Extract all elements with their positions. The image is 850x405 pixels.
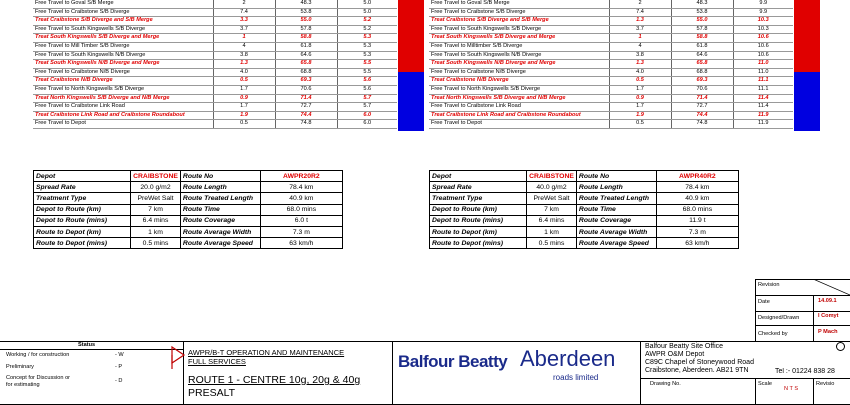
summary-label: Treatment Type xyxy=(34,193,131,204)
drawing-no-label: Drawing No. xyxy=(650,381,681,387)
route-row xyxy=(429,120,793,129)
revision2-label: Revisio xyxy=(816,381,835,387)
project-title-line1: AWPR/B-T OPERATION AND MAINTENANCE xyxy=(188,348,345,357)
route-row-description: Free Travel to Mill Timber S/B Diverge xyxy=(33,42,213,51)
route-row-value: 48.3 xyxy=(275,0,337,8)
status-working-code: - W xyxy=(115,352,124,358)
route-row xyxy=(429,103,793,112)
route-row-value: 1.3 xyxy=(609,17,671,26)
route-row-value: 74.8 xyxy=(671,120,733,129)
route-row-value: 5.3 xyxy=(337,42,397,51)
route-row-description: Free Travel to Depot xyxy=(33,120,213,129)
route-row-value: 10.3 xyxy=(733,17,793,26)
route-row-value: 70.6 xyxy=(275,85,337,94)
route-row-value: 4 xyxy=(609,42,671,51)
summary-value: 63 km/h xyxy=(656,238,738,249)
route-row-value: 1.7 xyxy=(213,103,275,112)
route-row-value: 74.8 xyxy=(275,120,337,129)
route-row-value: 57.8 xyxy=(275,25,337,34)
route-row-value: 4.0 xyxy=(609,68,671,77)
route-row-description: Treat North Kingswells S/B Diverge and N/B Merge xyxy=(33,94,213,103)
route-colour-band-red-left xyxy=(398,0,424,72)
route-no-label: Route No xyxy=(180,171,260,182)
depot-label: Depot xyxy=(34,171,131,182)
route-row-description: Free Travel to South Kingswells N/B Diverge xyxy=(429,51,609,60)
route-row-value: 69.3 xyxy=(671,77,733,86)
summary-value: PreWet Salt xyxy=(527,193,577,204)
route-colour-band-red-right xyxy=(794,0,820,72)
summary-label: Route Average Width xyxy=(576,226,656,237)
designed-label: Designed/Drawn xyxy=(758,315,800,321)
route-row-value: 68.8 xyxy=(275,68,337,77)
route-row-value: 5.0 xyxy=(337,0,397,8)
route-row-description: Free Travel to Depot xyxy=(429,120,609,129)
route-row xyxy=(429,51,793,60)
summary-value: 7.3 m xyxy=(656,226,738,237)
summary-value: 6.4 mins xyxy=(527,215,577,226)
route-row-value: 70.6 xyxy=(671,85,733,94)
route-row xyxy=(33,8,397,17)
route-table-right xyxy=(429,0,793,129)
route-no-label: Route No xyxy=(576,171,656,182)
route-row-value: 5.5 xyxy=(337,60,397,69)
summary-label: Route to Depot (km) xyxy=(34,226,131,237)
summary-value: 6.0 t xyxy=(260,215,342,226)
route-row-value: 11.0 xyxy=(733,68,793,77)
route-row-value: 3.7 xyxy=(609,25,671,34)
route-row-description: Free Travel to South Kingswells S/B Diverge xyxy=(33,25,213,34)
route-row-description: Treat Craibstone Link Road and Craibstone Roundabout xyxy=(429,111,609,120)
route-row-value: 5.0 xyxy=(337,8,397,17)
route-row-value: 3.3 xyxy=(213,17,275,26)
status-preliminary-label: Preliminary xyxy=(6,364,34,370)
route-row-value: 55.0 xyxy=(671,17,733,26)
route-row-description: Treat South Kingswells S/B Diverge and Merge xyxy=(429,34,609,43)
route-row-value: 61.8 xyxy=(671,42,733,51)
summary-value: 40.9 km xyxy=(656,193,738,204)
summary-row xyxy=(430,182,739,193)
route-row xyxy=(429,17,793,26)
summary-label: Route Length xyxy=(180,182,260,193)
route-row xyxy=(429,8,793,17)
route-row-value: 68.8 xyxy=(671,68,733,77)
status-concept-code: - D xyxy=(115,378,123,384)
route-row-description: Free Travel to Craibstone S/B Diverge xyxy=(429,8,609,17)
telephone: Tel :- 01224 838 28 xyxy=(775,368,835,375)
circle-icon xyxy=(836,342,845,351)
route-row-description: Free Travel to Craibstone Link Road xyxy=(33,103,213,112)
route-row-description: Treat Craibstone S/B Diverge and S/B Merge xyxy=(33,17,213,26)
route-row-value: 74.4 xyxy=(275,111,337,120)
route-row-value: 1 xyxy=(213,34,275,43)
route-row-value: 6.0 xyxy=(337,111,397,120)
route-row xyxy=(33,94,397,103)
route-row xyxy=(429,42,793,51)
route-row-value: 11.9 xyxy=(733,111,793,120)
route-row-value: 72.7 xyxy=(671,103,733,112)
route-row-description: Free Travel to Goval S/B Merge xyxy=(429,0,609,8)
route-row-value: 11.4 xyxy=(733,103,793,112)
summary-label: Spread Rate xyxy=(34,182,131,193)
route-row-value: 48.3 xyxy=(671,0,733,8)
route-row xyxy=(33,111,397,120)
depot-value: CRAIBSTONE xyxy=(131,171,181,182)
summary-row xyxy=(34,193,343,204)
date-label: Date xyxy=(758,299,770,305)
summary-label: Route Average Speed xyxy=(576,238,656,249)
route-row-value: 0.5 xyxy=(213,120,275,129)
summary-value: 78.4 km xyxy=(260,182,342,193)
route-row-description: Free Travel to South Kingswells N/B Diverge xyxy=(33,51,213,60)
route-row xyxy=(429,0,793,8)
route-row xyxy=(33,51,397,60)
checked-label: Checked by xyxy=(758,331,788,337)
route-row-value: 7.4 xyxy=(609,8,671,17)
route-row-value: 1.3 xyxy=(609,60,671,69)
revision-diagonal xyxy=(813,279,850,295)
scale-value: N T S xyxy=(784,386,799,392)
route-row-value: 7.4 xyxy=(213,8,275,17)
summary-value: 63 km/h xyxy=(260,238,342,249)
depot-label: Depot xyxy=(430,171,527,182)
route-row xyxy=(33,0,397,8)
route-row-value: 11.1 xyxy=(733,85,793,94)
route-row-value: 3.7 xyxy=(213,25,275,34)
route-row-value: 64.6 xyxy=(275,51,337,60)
route-row xyxy=(33,85,397,94)
route-row-value: 9.9 xyxy=(733,0,793,8)
route-row-value: 10.3 xyxy=(733,25,793,34)
route-row-value: 53.8 xyxy=(671,8,733,17)
route-table-left xyxy=(33,0,397,129)
route-row-value: 72.7 xyxy=(275,103,337,112)
route-row-value: 64.6 xyxy=(671,51,733,60)
designed-value: I Comyt xyxy=(818,313,839,319)
summary-label: Route Time xyxy=(576,204,656,215)
route-row-value: 5.2 xyxy=(337,17,397,26)
route-row-value: 1.7 xyxy=(213,85,275,94)
route-row-value: 69.3 xyxy=(275,77,337,86)
route-row-value: 4.0 xyxy=(213,68,275,77)
summary-label: Route Coverage xyxy=(576,215,656,226)
route-row-value: 71.4 xyxy=(275,94,337,103)
route-row-value: 5.6 xyxy=(337,85,397,94)
route-row-value: 11.4 xyxy=(733,94,793,103)
route-row-value: 2 xyxy=(213,0,275,8)
route-row-value: 0.5 xyxy=(609,120,671,129)
route-row xyxy=(33,17,397,26)
checked-value: P Mach xyxy=(818,329,838,335)
route-row-value: 11.0 xyxy=(733,60,793,69)
route-row-value: 65.8 xyxy=(275,60,337,69)
route-row xyxy=(429,111,793,120)
route-row-value: 57.8 xyxy=(671,25,733,34)
route-colour-band-blue-left xyxy=(398,72,424,131)
summary-label: Route Length xyxy=(576,182,656,193)
route-row-value: 6.0 xyxy=(337,120,397,129)
route-row-description: Free Travel to Craibstone N/B Diverge xyxy=(33,68,213,77)
summary-label: Depot to Route (km) xyxy=(34,204,131,215)
summary-value: 0.5 mins xyxy=(527,238,577,249)
route-row xyxy=(429,25,793,34)
summary-value: 11.9 t xyxy=(656,215,738,226)
route-row xyxy=(429,60,793,69)
route-row-description: Treat South Kingswells N/B Diverge and Merge xyxy=(33,60,213,69)
summary-value: 1 km xyxy=(527,226,577,237)
summary-row xyxy=(34,238,343,249)
route-row xyxy=(33,34,397,43)
route-row-description: Treat Craibstone S/B Diverge and S/B Merge xyxy=(429,17,609,26)
depot-value: CRAIBSTONE xyxy=(527,171,577,182)
route-row-value: 1.7 xyxy=(609,85,671,94)
status-working-label: Working / for construction xyxy=(6,352,70,358)
office-line3: Craibstone, Aberdeen. AB21 9TN xyxy=(645,367,749,374)
summary-label: Spread Rate xyxy=(430,182,527,193)
route-row-value: 71.4 xyxy=(671,94,733,103)
summary-label: Route to Depot (mins) xyxy=(34,238,131,249)
route-row-value: 10.6 xyxy=(733,42,793,51)
summary-label: Route to Depot (km) xyxy=(430,226,527,237)
summary-row xyxy=(430,193,739,204)
office-line1: AWPR O&M Depot xyxy=(645,351,705,358)
route-row-value: 0.9 xyxy=(213,94,275,103)
route-colour-band-blue-right xyxy=(794,72,820,131)
route-row-value: 11.9 xyxy=(733,120,793,129)
summary-label: Route Time xyxy=(180,204,260,215)
summary-value: PreWet Salt xyxy=(131,193,181,204)
summary-row xyxy=(34,204,343,215)
route-row-description: Free Travel to Milltimber S/B Diverge xyxy=(429,42,609,51)
route-row-description: Treat Craibstone N/B Diverge xyxy=(429,77,609,86)
route-row-value: 9.9 xyxy=(733,8,793,17)
route-row xyxy=(429,68,793,77)
route-row-value: 1.9 xyxy=(609,111,671,120)
office-title: Balfour Beatty Site Office xyxy=(645,343,724,350)
route-row-value: 1.7 xyxy=(609,103,671,112)
route-row-description: Free Travel to South Kingswells S/B Diverge xyxy=(429,25,609,34)
route-row-value: 58.8 xyxy=(275,34,337,43)
summary-label: Route Treated Length xyxy=(576,193,656,204)
summary-label: Route Average Speed xyxy=(180,238,260,249)
date-value: 14.09.1 xyxy=(818,298,837,304)
route-row xyxy=(429,34,793,43)
summary-row xyxy=(430,238,739,249)
route-row-value: 53.8 xyxy=(275,8,337,17)
route-summary-left xyxy=(33,170,343,249)
route-row xyxy=(33,25,397,34)
route-row-value: 55.0 xyxy=(275,17,337,26)
status-title: Status xyxy=(78,342,96,348)
summary-value: 0.5 mins xyxy=(131,238,181,249)
pointer-arrow-icon xyxy=(168,345,188,370)
route-row-value: 3.8 xyxy=(609,51,671,60)
route-title-2: PRESALT xyxy=(188,387,236,399)
summary-value: 40.0 g/m2 xyxy=(527,182,577,193)
summary-row xyxy=(34,226,343,237)
route-row-value: 1 xyxy=(609,34,671,43)
summary-value: 40.9 km xyxy=(260,193,342,204)
route-title: ROUTE 1 - CENTRE 10g, 20g & 40g xyxy=(188,374,361,386)
route-row-value: 0.5 xyxy=(213,77,275,86)
route-row-value: 10.6 xyxy=(733,34,793,43)
route-row-description: Treat South Kingswells N/B Diverge and Merge xyxy=(429,60,609,69)
route-row xyxy=(33,60,397,69)
summary-value: 1 km xyxy=(131,226,181,237)
route-row-value: 0.9 xyxy=(609,94,671,103)
status-concept-label: Concept for Discussion or for estimating xyxy=(6,375,71,388)
route-row xyxy=(429,94,793,103)
route-row-value: 3.8 xyxy=(213,51,275,60)
balfour-beatty-logo: Balfour Beatty xyxy=(398,352,508,371)
summary-row xyxy=(430,226,739,237)
aberdeen-roads-logo: Aberdeen xyxy=(520,346,616,371)
route-row-description: Treat Craibstone Link Road and Craibstone Roundabout xyxy=(33,111,213,120)
route-row xyxy=(33,120,397,129)
route-no-value: AWPR20R2 xyxy=(260,171,342,182)
route-row-value: 5.3 xyxy=(337,51,397,60)
route-row-value: 61.8 xyxy=(275,42,337,51)
summary-label: Route Coverage xyxy=(180,215,260,226)
summary-label: Depot to Route (km) xyxy=(430,204,527,215)
route-row-value: 5.7 xyxy=(337,94,397,103)
office-line2: C89C Chapel of Stoneywood Road xyxy=(645,359,754,366)
project-title-line2: FULL SERVICES xyxy=(188,357,246,366)
route-row-description: Free Travel to Craibstone Link Road xyxy=(429,103,609,112)
summary-value: 68.0 mins xyxy=(656,204,738,215)
summary-label: Treatment Type xyxy=(430,193,527,204)
route-row-value: 5.7 xyxy=(337,103,397,112)
route-row-description: Free Travel to Goval S/B Merge xyxy=(33,0,213,8)
route-row-description: Free Travel to Craibstone N/B Diverge xyxy=(429,68,609,77)
route-row-value: 5.2 xyxy=(337,25,397,34)
route-row xyxy=(429,85,793,94)
summary-label: Depot to Route (mins) xyxy=(430,215,527,226)
revision-label: Revision xyxy=(758,282,780,288)
route-row-value: 65.8 xyxy=(671,60,733,69)
route-row xyxy=(33,77,397,86)
route-row-value: 74.4 xyxy=(671,111,733,120)
summary-row xyxy=(34,182,343,193)
route-no-value: AWPR40R2 xyxy=(656,171,738,182)
route-row-description: Free Travel to North Kingswells S/B Diverge xyxy=(429,85,609,94)
route-row xyxy=(33,68,397,77)
route-row-value: 4 xyxy=(213,42,275,51)
summary-value: 20.0 g/m2 xyxy=(131,182,181,193)
summary-value: 7.3 m xyxy=(260,226,342,237)
aberdeen-roads-logo-subtitle: roads limited xyxy=(553,373,599,382)
route-row xyxy=(33,103,397,112)
status-preliminary-code: - P xyxy=(115,364,123,370)
route-row-value: 5.5 xyxy=(337,68,397,77)
route-row-value: 5.3 xyxy=(337,34,397,43)
route-row-value: 11.1 xyxy=(733,77,793,86)
summary-value: 78.4 km xyxy=(656,182,738,193)
summary-label: Route Treated Length xyxy=(180,193,260,204)
route-row-value: 5.6 xyxy=(337,77,397,86)
summary-row xyxy=(430,204,739,215)
route-row xyxy=(33,42,397,51)
route-row-value: 2 xyxy=(609,0,671,8)
scale-label: Scale xyxy=(758,381,772,387)
route-summary-right xyxy=(429,170,739,249)
route-row xyxy=(429,77,793,86)
summary-label: Route Average Width xyxy=(180,226,260,237)
route-row-description: Free Travel to Craibstone S/B Diverge xyxy=(33,8,213,17)
route-row-description: Treat Craibstone N/B Diverge xyxy=(33,77,213,86)
route-row-value: 10.6 xyxy=(733,51,793,60)
summary-label: Route to Depot (mins) xyxy=(430,238,527,249)
summary-row xyxy=(34,215,343,226)
route-row-description: Treat North Kingswells S/B Diverge and N/B Merge xyxy=(429,94,609,103)
summary-row xyxy=(430,215,739,226)
summary-value: 68.0 mins xyxy=(260,204,342,215)
summary-value: 7 km xyxy=(527,204,577,215)
summary-value: 7 km xyxy=(131,204,181,215)
summary-label: Depot to Route (mins) xyxy=(34,215,131,226)
route-row-value: 1.3 xyxy=(213,60,275,69)
route-row-value: 0.5 xyxy=(609,77,671,86)
route-row-value: 1.9 xyxy=(213,111,275,120)
summary-value: 6.4 mins xyxy=(131,215,181,226)
route-row-description: Free Travel to North Kingswells S/B Diverge xyxy=(33,85,213,94)
route-row-value: 58.8 xyxy=(671,34,733,43)
route-row-description: Treat South Kingswells S/B Diverge and Merge xyxy=(33,34,213,43)
